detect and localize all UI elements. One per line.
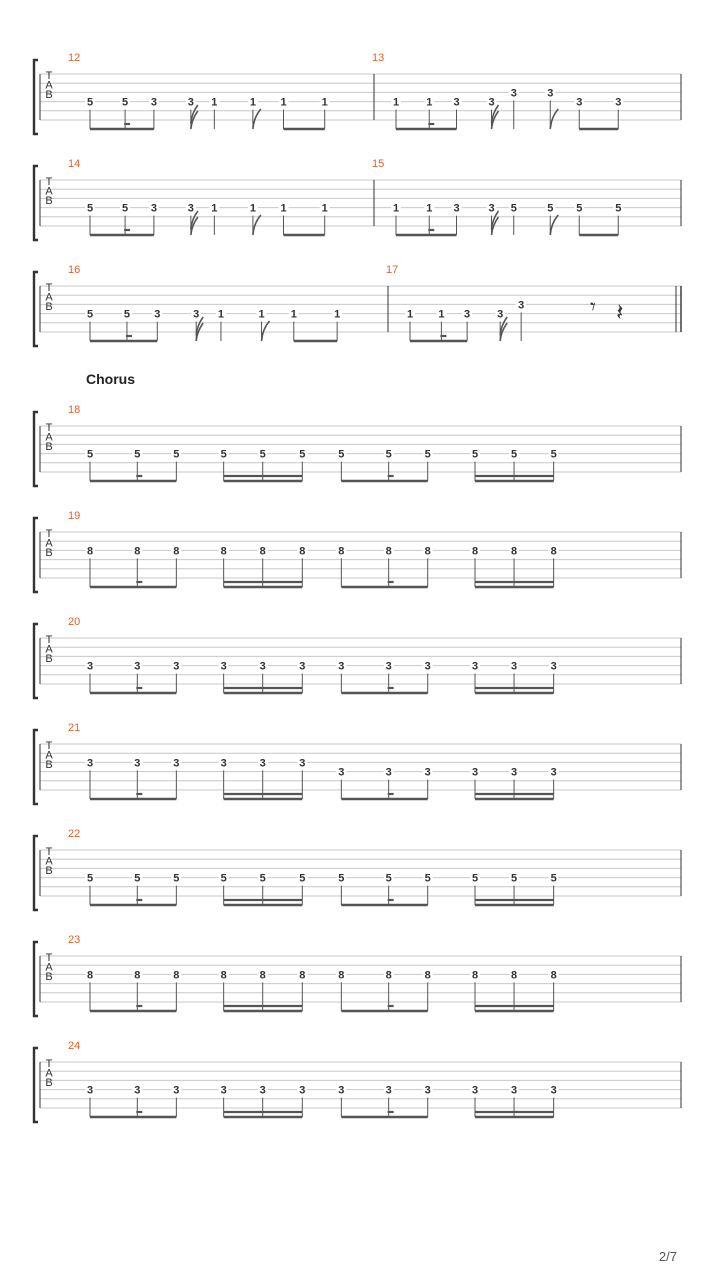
fret-number: 3 [150, 96, 157, 109]
system-bracket [34, 60, 38, 134]
tab-clef-letter: T [45, 634, 53, 646]
measure-number: 18 [68, 404, 81, 416]
fret-number: 3 [471, 1084, 479, 1097]
fret-number: 8 [134, 545, 141, 558]
fret-number: 3 [134, 757, 141, 770]
fret-number: 3 [471, 660, 479, 673]
fret-number: 3 [338, 1084, 345, 1097]
fret-number: 5 [134, 448, 141, 461]
tab-clef-letter: T [45, 282, 53, 294]
fret-number: 8 [134, 969, 141, 982]
fret-number: 1 [426, 202, 433, 215]
fret-number: 3 [338, 766, 345, 779]
tab-clef-letter: B [45, 864, 53, 877]
fret-number: 5 [576, 202, 583, 215]
fret-number: 3 [173, 757, 180, 770]
staff-system [34, 722, 681, 804]
fret-number: 5 [424, 448, 431, 461]
section-label-chorus: Chorus [86, 371, 135, 387]
fret-number: 3 [424, 1084, 431, 1097]
fret-number: 8 [259, 545, 266, 558]
fret-number: 5 [338, 872, 345, 885]
fret-number: 1 [406, 308, 414, 321]
system-bracket [34, 412, 38, 486]
measure-number: 23 [68, 934, 81, 946]
tab-clef-letter: B [45, 194, 53, 207]
fret-number: 8 [173, 545, 180, 558]
fret-number: 3 [187, 202, 194, 215]
fret-number: 8 [385, 545, 392, 558]
fret-number: 5 [86, 872, 94, 885]
fret-number: 5 [547, 202, 554, 215]
tab-clef-letter: A [45, 1067, 53, 1080]
tab-clef-letter: A [45, 855, 53, 868]
staff-system [34, 264, 681, 346]
fret-number: 3 [193, 308, 200, 321]
staff-system [34, 158, 681, 240]
fret-number: 5 [123, 308, 131, 321]
staff-system [34, 52, 681, 134]
fret-number: 3 [86, 757, 94, 770]
fret-number: 3 [173, 1084, 180, 1097]
fret-number: 5 [86, 202, 94, 215]
fret-number: 1 [249, 96, 256, 109]
fret-number: 8 [510, 545, 518, 558]
fret-number: 8 [510, 969, 518, 982]
fret-number: 5 [299, 448, 306, 461]
fret-number: 3 [134, 1084, 141, 1097]
tab-clef-letter: T [45, 70, 53, 82]
fret-number: 5 [471, 872, 479, 885]
staff-system [34, 510, 681, 592]
note-flag [262, 321, 270, 341]
fret-number: 8 [259, 969, 266, 982]
page-number: 2/7 [658, 1249, 677, 1264]
measure-number: 14 [68, 158, 81, 170]
fret-number: 8 [220, 545, 227, 558]
fret-number: 3 [550, 660, 557, 673]
fret-number: 5 [86, 308, 94, 321]
tab-clef-letter: A [45, 537, 53, 550]
staff-system [34, 828, 681, 910]
fret-number: 5 [134, 872, 141, 885]
fret-number: 8 [424, 969, 431, 982]
fret-number: 1 [321, 202, 328, 215]
note-flag [550, 215, 558, 235]
tab-clef-letter: A [45, 431, 53, 444]
fret-number: 3 [464, 308, 471, 321]
fret-number: 1 [426, 96, 433, 109]
tab-clef-letter: B [45, 546, 53, 559]
fret-number: 3 [385, 766, 392, 779]
tab-clef-letter: A [45, 291, 53, 304]
fret-number: 3 [510, 87, 517, 100]
fret-number: 8 [86, 545, 94, 558]
fret-number: 5 [471, 448, 479, 461]
fret-number: 8 [86, 969, 94, 982]
fret-number: 3 [424, 766, 431, 779]
fret-number: 5 [122, 202, 129, 215]
fret-number: 5 [299, 872, 306, 885]
staff-system [34, 616, 681, 698]
fret-number: 8 [299, 545, 306, 558]
fret-number: 5 [615, 202, 622, 215]
fret-number: 3 [154, 308, 161, 321]
fret-number: 8 [550, 969, 557, 982]
fret-number: 3 [497, 308, 504, 321]
staff-system [34, 934, 681, 1016]
measure-number: 12 [68, 52, 81, 64]
fret-number: 3 [385, 660, 392, 673]
system-bracket [34, 942, 38, 1016]
fret-number: 3 [220, 757, 227, 770]
fret-number: 1 [211, 96, 218, 109]
fret-number: 1 [321, 96, 328, 109]
system-bracket [34, 624, 38, 698]
system-bracket [34, 272, 38, 346]
fret-number: 3 [518, 299, 525, 312]
fret-number: 1 [249, 202, 256, 215]
fret-number: 1 [258, 308, 265, 321]
fret-number: 5 [122, 96, 129, 109]
fret-number: 3 [338, 660, 345, 673]
system-bracket [34, 518, 38, 592]
fret-number: 3 [488, 202, 495, 215]
fret-number: 3 [510, 766, 518, 779]
fret-number: 3 [488, 96, 495, 109]
fret-number: 1 [280, 96, 287, 109]
tab-clef-letter: B [45, 440, 53, 453]
fret-number: 8 [338, 545, 345, 558]
fret-number: 3 [150, 202, 157, 215]
fret-number: 3 [453, 202, 460, 215]
fret-number: 5 [550, 872, 557, 885]
staff-system [34, 404, 681, 486]
note-flag [253, 215, 261, 235]
fret-number: 8 [338, 969, 345, 982]
fret-number: 3 [259, 757, 266, 770]
fret-number: 5 [510, 872, 518, 885]
tab-clef-letter: T [45, 176, 53, 188]
tab-clef-letter: T [45, 846, 53, 858]
fret-number: 5 [220, 448, 227, 461]
fret-number: 1 [217, 308, 225, 321]
fret-number: 3 [471, 766, 479, 779]
eighth-rest-icon: 𝄾 [590, 294, 596, 319]
fret-number: 3 [134, 660, 141, 673]
note-flag [253, 109, 261, 129]
fret-number: 8 [471, 969, 479, 982]
measure-number: 20 [68, 616, 81, 628]
tab-clef-letter: T [45, 740, 53, 752]
fret-number: 5 [385, 872, 392, 885]
fret-number: 3 [259, 1084, 266, 1097]
system-bracket [34, 730, 38, 804]
measure-number: 19 [68, 510, 81, 522]
fret-number: 3 [299, 757, 306, 770]
measure-number: 21 [68, 722, 81, 734]
fret-number: 5 [86, 448, 94, 461]
fret-number: 3 [299, 1084, 306, 1097]
tab-clef-letter: A [45, 79, 53, 92]
measure-number: 15 [372, 158, 385, 170]
fret-number: 1 [438, 308, 445, 321]
fret-number: 1 [334, 308, 341, 321]
tab-clef-letter: B [45, 88, 53, 101]
quarter-rest-icon: 𝄽 [616, 299, 624, 326]
fret-number: 3 [510, 660, 518, 673]
fret-number: 1 [392, 202, 400, 215]
tab-clef-letter: A [45, 749, 53, 762]
tab-clef-letter: B [45, 758, 53, 771]
measure-number: 22 [68, 828, 81, 840]
fret-number: 5 [259, 448, 266, 461]
tab-clef-letter: T [45, 528, 53, 540]
fret-number: 3 [220, 660, 227, 673]
fret-number: 8 [424, 545, 431, 558]
fret-number: 3 [299, 660, 306, 673]
tab-clef-letter: T [45, 422, 53, 434]
fret-number: 5 [550, 448, 557, 461]
system-bracket [34, 166, 38, 240]
fret-number: 5 [510, 448, 518, 461]
fret-number: 8 [550, 545, 557, 558]
tab-clef-letter: A [45, 185, 53, 198]
fret-number: 5 [173, 872, 180, 885]
fret-number: 3 [453, 96, 460, 109]
staff-system [34, 1040, 681, 1122]
system-bracket [34, 1048, 38, 1122]
tab-clef-letter: B [45, 970, 53, 983]
fret-number: 5 [385, 448, 392, 461]
fret-number: 1 [280, 202, 287, 215]
tab-clef-letter: B [45, 300, 53, 313]
fret-number: 3 [576, 96, 583, 109]
system-bracket [34, 836, 38, 910]
fret-number: 3 [86, 1084, 94, 1097]
tab-clef-letter: A [45, 643, 53, 656]
fret-number: 3 [173, 660, 180, 673]
tab-clef-letter: B [45, 652, 53, 665]
measure-number: 24 [68, 1040, 81, 1052]
fret-number: 3 [424, 660, 431, 673]
fret-number: 5 [510, 202, 517, 215]
fret-number: 5 [220, 872, 227, 885]
fret-number: 1 [211, 202, 218, 215]
fret-number: 3 [385, 1084, 392, 1097]
fret-number: 5 [86, 96, 94, 109]
tab-clef-letter: T [45, 1058, 53, 1070]
tab-clef-letter: B [45, 1076, 53, 1089]
fret-number: 5 [259, 872, 266, 885]
fret-number: 5 [424, 872, 431, 885]
fret-number: 8 [173, 969, 180, 982]
fret-number: 3 [550, 766, 557, 779]
fret-number: 5 [173, 448, 180, 461]
tab-clef-letter: A [45, 961, 53, 974]
fret-number: 3 [86, 660, 94, 673]
fret-number: 8 [299, 969, 306, 982]
fret-number: 3 [220, 1084, 227, 1097]
tab-clef-letter: T [45, 952, 53, 964]
fret-number: 3 [259, 660, 266, 673]
measure-number: 13 [372, 52, 385, 64]
note-flag [550, 109, 558, 129]
fret-number: 3 [615, 96, 622, 109]
fret-number: 8 [385, 969, 392, 982]
fret-number: 3 [550, 1084, 557, 1097]
fret-number: 3 [547, 87, 554, 100]
fret-number: 1 [290, 308, 297, 321]
measure-number: 17 [386, 264, 399, 276]
fret-number: 3 [510, 1084, 518, 1097]
fret-number: 3 [187, 96, 194, 109]
measure-number: 16 [68, 264, 81, 276]
fret-number: 8 [471, 545, 479, 558]
fret-number: 5 [338, 448, 345, 461]
fret-number: 8 [220, 969, 227, 982]
fret-number: 1 [392, 96, 400, 109]
